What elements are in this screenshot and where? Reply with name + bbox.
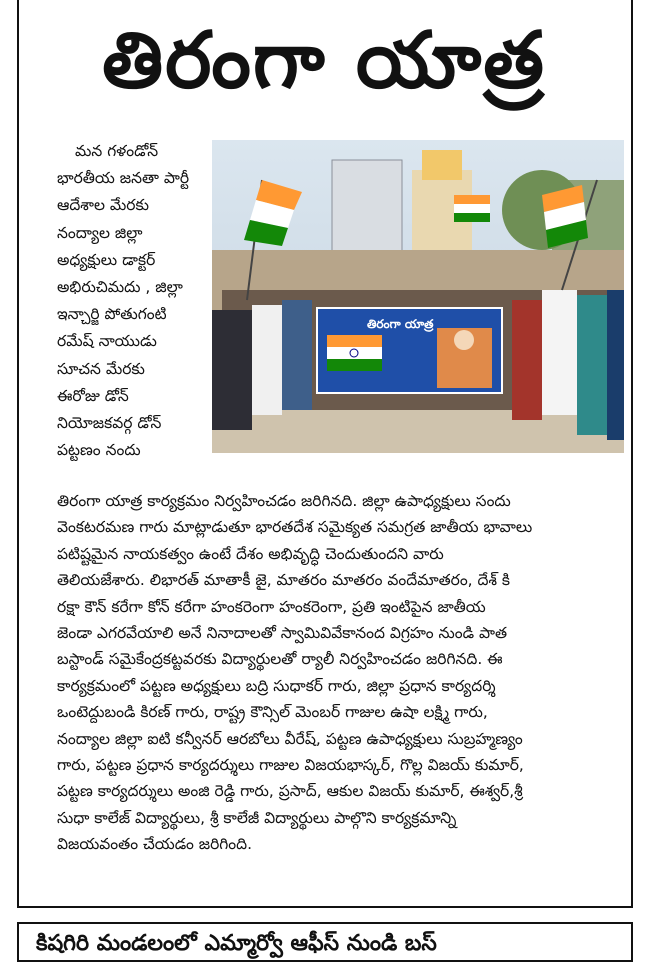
body-line: జెండా ఎగరవేయాలి అనే నినాదాలతో స్వామివివేకానంద విగ్రహం నుండి పాత <box>57 624 508 643</box>
intro-line: రమేష్ నాయుడు <box>57 332 157 351</box>
intro-line: నంద్యాల జిల్లా <box>57 223 143 242</box>
intro-line: ఆదేశాల మేరకు <box>57 196 149 215</box>
article-body <box>57 488 627 858</box>
body-line: సుధా కాలేజ్ విద్యార్థులు, శ్రీ కాలేజీ విద్యార్థులు పాల్గొని కార్యక్రమాన్ని <box>57 808 457 827</box>
intro-line: మన గళండోన్ <box>75 142 159 160</box>
body-line: బస్టాండ్ సమైకేంద్రకట్టవరకు విద్యార్థులతో ర్యాలీ నిర్వహించడం జరిగినది. ఈ <box>57 650 503 669</box>
intro-line: అధ్యక్షులు డాక్టర్ <box>57 250 156 269</box>
body-line: గారు, పట్టణ ప్రధాన కార్యదర్శులు గాజుల విజయభాస్కర్, గొల్ల విజయ్ కుమార్, <box>57 756 524 775</box>
intro-line: అభిరుచిమదు , జిల్లా <box>57 278 183 297</box>
body-line: వెంకటరమణ గారు మాట్లాడుతూ భారతదేశ సమైక్యత సమగ్రత జాతీయ భావాలు <box>57 518 533 537</box>
intro-line: ఈరోజు డోన్ <box>57 386 129 405</box>
flag-center <box>454 195 490 222</box>
temple-tower-top <box>422 150 462 180</box>
body-line: తిరంగా యాత్ర కార్యక్రమం నిర్వహించడం జరిగినది. జిల్లా ఉపాధ్యక్షులు సందు <box>57 492 511 510</box>
rally-photo-illustration <box>212 140 624 453</box>
intro-line: సూచన మేరకు <box>57 359 145 378</box>
article-intro-column <box>57 138 207 464</box>
banner-title: తిరంగా యాత్ర <box>367 317 434 331</box>
body-line: రక్షా కౌన్ కరేగా కోన్ కరేగా హంకరెంగా హంకరెంగా, ప్రతి ఇంటిపైన జాతీయ <box>57 597 486 616</box>
body-line: పట్టణ కార్యదర్శులు అంజి రెడ్డి గారు, ప్రసాద్, ఆకుల విజయ్ కుమార్, ఈశ్వర్,శ్రీ <box>57 782 523 801</box>
rally-photo <box>212 140 624 453</box>
next-article-headline: కిషగిరి మండలంలో ఎమ్మార్వో ఆఫీస్ నుండి బస్ <box>36 931 437 956</box>
body-line: ఒంటెద్దుబండి కిరణ్ గారు, రాష్ట్ర కౌన్సిల్ మెంబర్ గాజుల ఉషా లక్ష్మి గారు, <box>57 703 488 722</box>
article-headline: తిరంగా యాత్ర <box>102 16 546 106</box>
intro-line: ఇన్చార్జి పోతుగంటి <box>57 305 167 324</box>
body-line: విజయవంతం చేయడం జరిగింది. <box>57 835 253 854</box>
intro-line: నియోజకవర్గ డోన్ <box>57 414 162 433</box>
body-line: కార్యక్రమంలో పట్టణ అధ్యక్షులు బద్రి సుధాకర్ గారు, జిల్లా ప్రధాన కార్యదర్శి <box>57 676 496 695</box>
body-line: తెలియజేశారు. లిభారత్ మాతాకీ జై, మాతరం మాతరం వందేమాతరం, దేశ్ కి <box>57 571 511 590</box>
intro-line: పట్టణం నందు <box>57 441 141 460</box>
body-line: పటిష్టమైన నాయకత్వం ఉంటే దేశం అభివృద్ధి చెందుతుందని వారు <box>57 544 444 563</box>
intro-line: భారతీయ జనతా పార్టీ <box>57 169 190 188</box>
body-line: నంద్యాల జిల్లా ఐటి కన్వీనర్ ఆరబోలు వీరేష్, పట్టణ ఉపాధ్యక్షులు సుబ్రహ్మణ్యం <box>57 729 523 748</box>
